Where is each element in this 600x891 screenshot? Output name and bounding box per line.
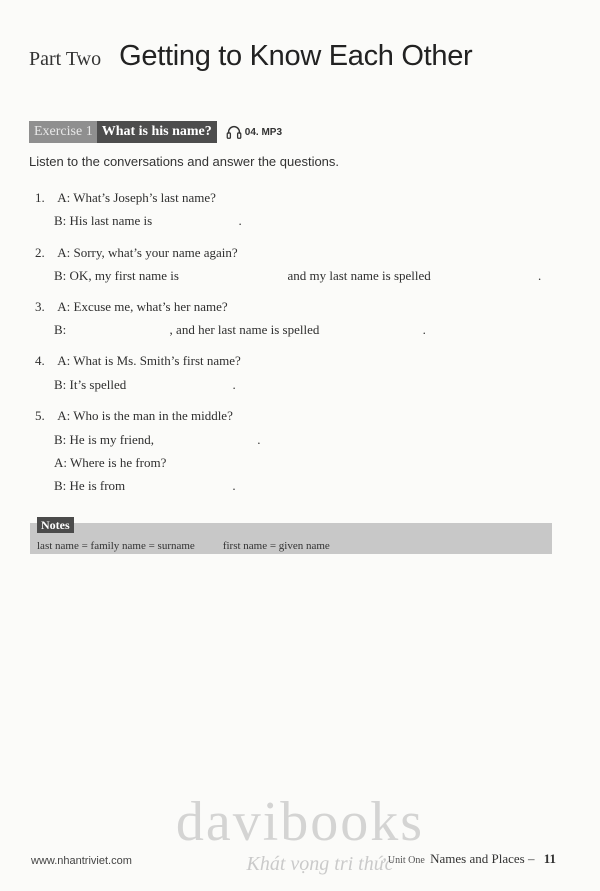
notes-text [37, 540, 330, 552]
speaker-label: B: [54, 213, 67, 228]
answer-line-b [54, 322, 426, 338]
answer-line-d [54, 478, 236, 494]
question-text: What’s Joseph’s last name? [73, 190, 216, 205]
question-number: 2. [35, 245, 45, 260]
answer-line-b [54, 432, 261, 448]
question-number: 5. [35, 408, 45, 423]
answer-end: . [232, 478, 236, 493]
question-number: 1. [35, 190, 45, 205]
answer-text: His last name is [69, 213, 153, 228]
question-text: Who is the man in the middle? [73, 408, 233, 423]
answer-line-b [54, 213, 242, 229]
exercise-header [29, 121, 282, 143]
notes-box [30, 518, 552, 554]
audio-file-label: 04. MP3 [244, 126, 283, 138]
question-number: 4. [35, 353, 45, 368]
part-heading: Getting to Know Each Other [119, 40, 473, 72]
speaker-label: A: [57, 299, 71, 314]
speaker-label: B: [54, 268, 67, 283]
exercise-title: What is his name? [97, 121, 217, 143]
speaker-label: A: [57, 408, 71, 423]
answer-text: OK, my first name is [69, 268, 179, 283]
question-line-a [0, 245, 238, 261]
question-text: What is Ms. Smith’s first name? [73, 353, 241, 368]
speaker-label: B: [54, 432, 67, 447]
question-line-a [0, 353, 241, 369]
speaker-label: A: [57, 190, 71, 205]
watermark-slogan: Khát vọng tri thức [246, 853, 394, 875]
answer-text: It’s spelled [69, 377, 127, 392]
answer-line-b [54, 268, 541, 284]
answer-text: He is my friend, [69, 432, 155, 447]
speaker-label: A: [57, 245, 71, 260]
answer-end: . [538, 268, 542, 283]
headphones-icon [225, 123, 243, 141]
footer-url[interactable]: www.nhantriviet.com [31, 855, 132, 867]
watermark-brand: davibooks [175, 791, 425, 853]
answer-end: . [257, 432, 261, 447]
note-line-2: first name = given name [222, 540, 330, 552]
question-text: Excuse me, what’s her name? [73, 299, 228, 314]
page-number: 11 [543, 851, 556, 866]
answer-text: He is from [69, 478, 126, 493]
question-line-a [0, 190, 216, 206]
question-text: Sorry, what’s your name again? [73, 245, 238, 260]
answer-end: . [422, 322, 426, 337]
question-line-a [0, 299, 228, 315]
speaker-label: A: [54, 455, 67, 470]
speaker-label: B: [54, 322, 67, 337]
exercise-number: Exercise 1 [29, 121, 97, 143]
notes-label: Notes [37, 517, 74, 533]
instructions: Listen to the conversations and answer the questions. [29, 154, 340, 169]
question-line-c [54, 455, 166, 471]
answer-text-mid: , and her last name is spelled [169, 322, 320, 337]
answer-end: . [232, 377, 236, 392]
question-number: 3. [35, 299, 45, 314]
audio-track[interactable] [225, 123, 282, 141]
part-title [29, 40, 472, 73]
footer-page-info [388, 851, 556, 867]
note-line-1: last name = family name = surname [37, 540, 195, 552]
answer-line-b [54, 377, 236, 393]
chapter-title: Names and Places – [430, 851, 535, 866]
speaker-label: A: [57, 353, 71, 368]
question-line-a [0, 408, 233, 424]
answer-text-mid: and my last name is spelled [287, 268, 431, 283]
speaker-label: B: [54, 478, 67, 493]
unit-label: Unit One [387, 855, 425, 866]
answer-end: . [238, 213, 242, 228]
question-text: Where is he from? [70, 455, 167, 470]
speaker-label: B: [54, 377, 67, 392]
part-label: Part Two [29, 48, 102, 70]
